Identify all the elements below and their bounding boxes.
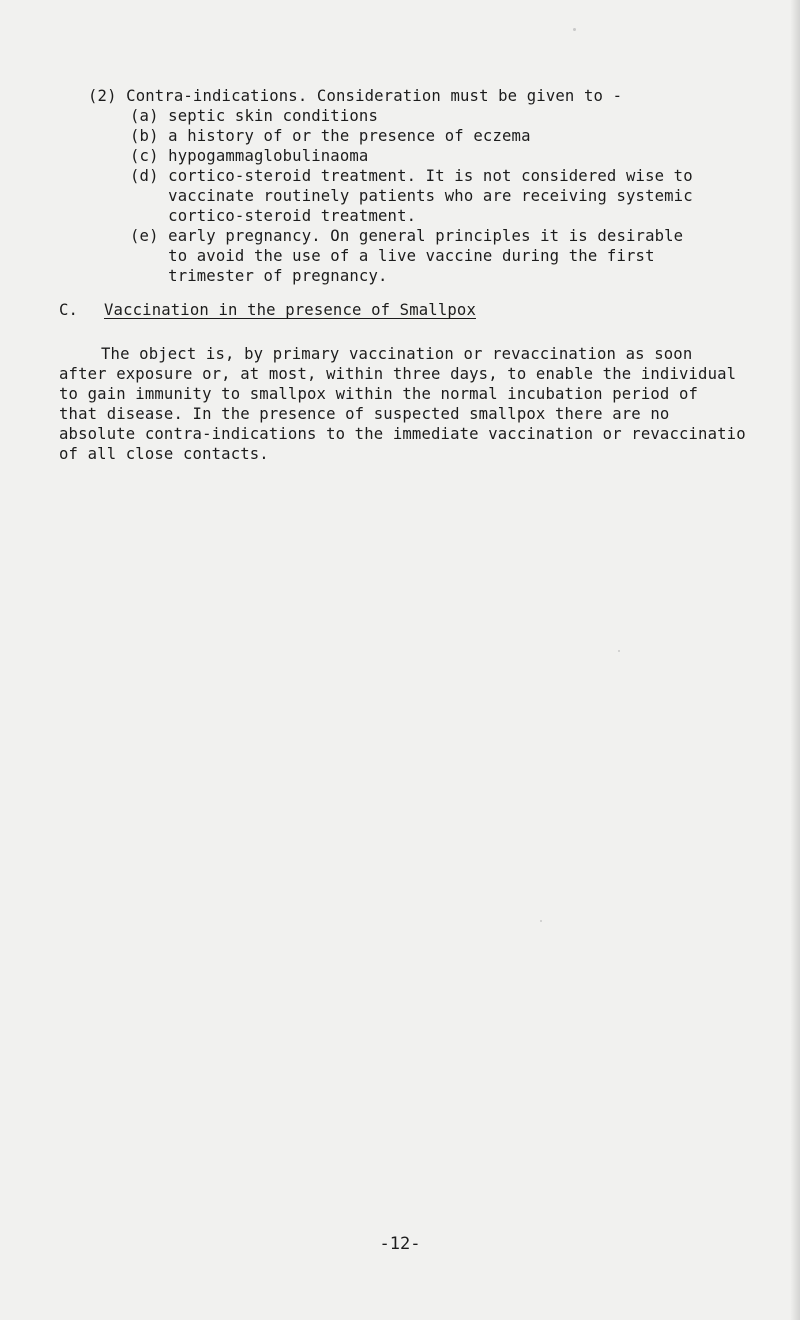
- paragraph-line: The object is, by primary vaccination or revaccination as soon: [101, 345, 693, 363]
- contraindication-item: cortico-steroid treatment.: [130, 207, 417, 225]
- paper-speck: [573, 28, 576, 31]
- contraindications-heading: (2) Contra-indications. Consideration must be given to -: [88, 87, 623, 105]
- paper-speck: [618, 650, 620, 652]
- contraindication-item: (b) a history of or the presence of eczema: [130, 127, 531, 145]
- page-number: -12-: [379, 1234, 421, 1254]
- paragraph-line: after exposure or, at most, within three days, to enable the individual: [59, 365, 737, 383]
- contraindication-item: (e) early pregnancy. On general principles it is desirable: [130, 227, 684, 245]
- contraindication-item: (a) septic skin conditions: [130, 107, 378, 125]
- contraindication-item: (c) hypogammaglobulinaoma: [130, 147, 369, 165]
- contraindication-item: (d) cortico-steroid treatment. It is not considered wise to: [130, 167, 693, 185]
- paragraph-line: absolute contra-indications to the immediate vaccination or revaccinatio: [59, 425, 746, 443]
- paragraph-line: of all close contacts.: [59, 445, 269, 463]
- section-letter: C.: [59, 301, 79, 319]
- page-edge-shadow: [790, 0, 800, 1320]
- contraindication-item: trimester of pregnancy.: [130, 267, 388, 285]
- paragraph-line: that disease. In the presence of suspected smallpox there are no: [59, 405, 670, 423]
- paper-speck: [540, 920, 542, 922]
- paragraph-line: to gain immunity to smallpox within the normal incubation period of: [59, 385, 699, 403]
- contraindication-item: vaccinate routinely patients who are receiving systemic: [130, 187, 693, 205]
- section-title: Vaccination in the presence of Smallpox: [104, 301, 476, 319]
- contraindication-item: to avoid the use of a live vaccine during the first: [130, 247, 655, 265]
